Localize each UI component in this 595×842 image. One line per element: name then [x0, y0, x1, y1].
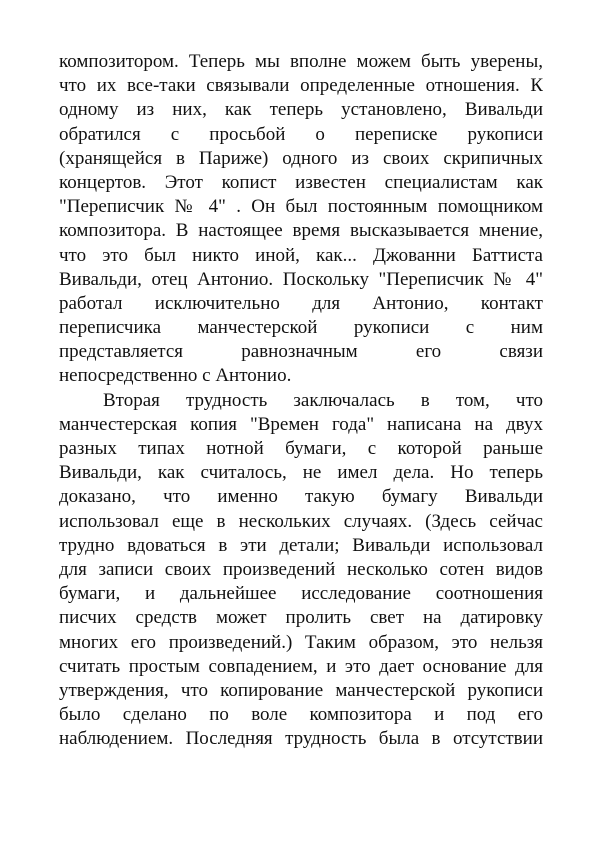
text-line: использовал еще в нескольких случаях. (Здесь сейчас	[59, 510, 543, 532]
text-line: работал исключительно для Антонио, контакт	[59, 292, 543, 314]
text-line: бумаги, и дальнейшее исследование соотношения	[59, 583, 543, 605]
text-line: концертов. Этот копист известен специалистам как	[59, 171, 543, 193]
text-line: утверждения, что копирование манчестерской рукописи	[59, 679, 543, 701]
text-line: композитора. В настоящее время высказывается мнение,	[59, 220, 543, 242]
text-line: композитором. Теперь мы вполне можем быть уверены,	[59, 51, 543, 72]
text-line: наблюдением. Последняя трудность была в отсутствии	[59, 728, 543, 750]
paragraph-2	[59, 389, 543, 752]
text-line: переписчика манчестерской рукописи с ним	[59, 317, 543, 339]
text-line: что их все-таки связывали определенные отношения. К	[59, 75, 543, 97]
text-line: доказано, что именно такую бумагу Вивальди	[59, 486, 543, 508]
text-line: разных типах нотной бумаги, с которой раньше	[59, 438, 543, 459]
text-line: (хранящейся в Париже) одного из своих скрипичных	[59, 147, 543, 169]
text-line: было сделано по воле композитора и под его	[59, 704, 543, 726]
text-line: Вторая трудность заключалась в том, что	[103, 389, 543, 411]
text-line: "Переписчик № 4" . Он был постоянным помощником	[59, 196, 543, 218]
text-line: трудно вдоваться в эти детали; Вивальди использовал	[59, 534, 543, 556]
text-line: манчестерская копия "Времен года" написана на двух	[59, 413, 543, 435]
text-line: Вивальди, отец Антонио. Поскольку "Переписчик № 4"	[59, 268, 543, 290]
text-line: для записи своих произведений несколько сотен видов	[59, 558, 543, 580]
text-line: обратился с просьбой о переписке рукописи	[59, 123, 543, 145]
text-line: непосредственно с Антонио.	[59, 365, 292, 387]
paragraph-1	[59, 50, 543, 389]
text-line: писчих средств может пролить свет на датировку	[59, 607, 543, 629]
text-line: что это был никто иной, как... Джованни Баттиста	[59, 244, 543, 266]
text-line: считать простым совпадением, и это дает основание для	[59, 655, 543, 677]
text-line: представляется равнозначным его связи	[59, 341, 543, 363]
document-page	[59, 50, 543, 751]
text-line: Вивальди, как считалось, не имел дела. Но теперь	[59, 462, 543, 484]
text-line: многих его произведений.) Таким образом, это нельзя	[59, 631, 543, 653]
text-line: одному из них, как теперь установлено, Вивальди	[59, 99, 543, 121]
